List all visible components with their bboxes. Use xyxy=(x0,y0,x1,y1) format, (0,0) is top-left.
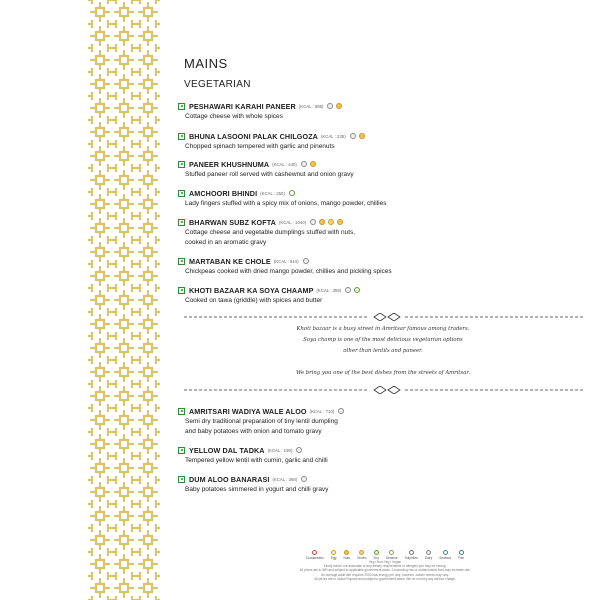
item-kcal: (KCAL : 1040) xyxy=(278,219,307,225)
legend-sulphites: Sulphites xyxy=(405,550,418,560)
item-description: Lady fingers stuffed with a spicy mix of onions, mango powder, chillies xyxy=(185,200,387,207)
item-name: KHOTI BAZAAR KA SOYA CHAAMP xyxy=(189,285,314,295)
section-subtitle: VEGETARIAN xyxy=(184,79,251,90)
legend-fish: Fish xyxy=(458,550,464,560)
soy-icon xyxy=(354,287,360,293)
menu-item-yellow-dal-tadka xyxy=(178,444,588,466)
legend-subtitle: Veg / Non-Veg / Vegan xyxy=(368,560,402,564)
legend-crustaceans: Crustaceans xyxy=(306,550,324,560)
soy-icon xyxy=(374,550,379,555)
vegan-icon xyxy=(289,190,295,196)
menu-item-khoti-bazaar-ka-soya-chaamp xyxy=(178,284,588,306)
dairy-icon xyxy=(303,258,309,264)
ornamental-divider xyxy=(184,386,584,394)
legend-egg: Egg xyxy=(331,550,337,560)
dairy-icon xyxy=(301,476,307,482)
decorative-pattern-strip xyxy=(88,0,160,600)
item-description: Chickpeas cooked with dried mango powder, chillies and pickling spices xyxy=(185,268,392,275)
legend-note: Kindly inform our associate of any dietary requirements or allergies you may be having. xyxy=(323,564,447,569)
veg-mark-icon xyxy=(178,161,185,168)
legend-note: An average adult diet requires 2000 kcal energy per day; however, calorie needs may vary. xyxy=(320,572,450,577)
menu-item-bhuna-lasooni-palak-chilgoza xyxy=(178,130,588,152)
veg-mark-icon xyxy=(178,133,185,140)
veg-mark-icon xyxy=(178,258,185,265)
veg-mark-icon xyxy=(178,447,185,454)
item-kcal: (KCAL : 588) xyxy=(298,103,324,109)
veg-mark-icon xyxy=(178,219,185,226)
nuts-icon xyxy=(319,219,325,225)
item-description: Cottage cheese with whole spices xyxy=(185,113,283,120)
item-kcal: (KCAL : 190) xyxy=(267,447,293,453)
item-kcal: (KCAL : 544) xyxy=(273,258,299,264)
veg-mark-icon xyxy=(178,190,185,197)
legend-soy: Soy xyxy=(373,550,379,560)
item-kcal: (KCAL : 235) xyxy=(320,133,346,139)
menu-item-dum-aloo-banarasi xyxy=(178,473,588,495)
dairy-icon xyxy=(296,447,302,453)
fish-icon xyxy=(459,550,464,555)
nuts-icon xyxy=(359,133,365,139)
veg-mark-icon xyxy=(178,287,185,294)
legend-note: All prices are in INR and subject to applicable government taxes. Consuming raw or undercooked food may increase risk. xyxy=(299,568,471,573)
gluten-icon xyxy=(359,550,364,555)
menu-item-amritsari-wadiya-wale-aloo xyxy=(178,405,588,437)
quote-line: Khoti bazaar is a busy street in Amritsar famous among traders. xyxy=(296,326,470,332)
legend-nuts: Nuts xyxy=(343,550,350,560)
legend-note: All prices are in Indian Rupees and subject to government taxes. We do not levy any service charge. xyxy=(314,576,456,581)
menu-item-bharwan-subz-kofta xyxy=(178,216,588,248)
item-kcal: (KCAL : 440) xyxy=(272,161,297,167)
item-description: and baby potatoes with onion and tomato gravy xyxy=(185,428,322,435)
seafood-icon xyxy=(443,550,448,555)
quote-line: other than lentils and paneer. xyxy=(343,348,423,354)
item-name: AMRITSARI WADIYA WALE ALOO xyxy=(189,406,307,416)
item-name: YELLOW DAL TADKA xyxy=(189,445,265,455)
legend-sesame: Sesame xyxy=(386,550,398,560)
sesame-icon xyxy=(389,550,394,555)
veg-mark-icon xyxy=(178,103,185,110)
menu-content xyxy=(178,0,588,600)
item-description: Cooked on tawa (griddle) with spices and butter xyxy=(185,297,323,304)
sulphites-icon xyxy=(409,550,414,555)
section-title: MAINS xyxy=(184,56,228,71)
item-description: Tempered yellow lentil with cumin, garlic and chilli xyxy=(185,457,328,464)
nuts-icon xyxy=(336,103,342,109)
dairy-icon xyxy=(310,219,316,225)
menu-item-amchoori-bhindi xyxy=(178,187,588,209)
item-description: Semi dry traditional preparation of tiny lentil dumpling xyxy=(185,418,338,425)
legend-gluten: Gluten xyxy=(357,550,366,560)
nuts-icon xyxy=(344,550,349,555)
veg-mark-icon xyxy=(178,408,185,415)
menu-item-paneer-khushnuma xyxy=(178,158,588,180)
item-name: DUM ALOO BANARASI xyxy=(189,474,270,484)
dairy-icon xyxy=(301,161,307,167)
quote-line: We bring you one of the best dishes from the streets of Amritsar. xyxy=(295,370,471,376)
item-name: PANEER KHUSHNUMA xyxy=(189,159,270,169)
nuts-icon xyxy=(310,161,316,167)
item-name: PESHAWARI KARAHI PANEER xyxy=(189,101,296,111)
dairy-icon xyxy=(327,103,333,109)
legend-dairy: Dairy xyxy=(425,550,432,560)
quote-line: Soya champ is one of the most delicious vegetarian options xyxy=(303,337,463,343)
gluten-icon xyxy=(328,219,334,225)
dairy-icon xyxy=(345,287,351,293)
dairy-icon xyxy=(338,408,344,414)
crustaceans-icon xyxy=(312,550,317,555)
menu-item-martaban-ke-chole xyxy=(178,255,588,277)
story-quote xyxy=(178,324,588,379)
ornamental-divider xyxy=(184,313,584,321)
item-kcal: (KCAL : 710) xyxy=(309,408,335,414)
egg-icon xyxy=(331,550,336,555)
item-kcal: (KCAL : 359) xyxy=(316,287,342,293)
legend-seafood: Seafood xyxy=(439,550,451,560)
item-name: MARTABAN KE CHOLE xyxy=(189,256,271,266)
item-name: AMCHOORI BHINDI xyxy=(189,188,258,198)
menu-item-peshawari-karahi-paneer xyxy=(178,100,588,122)
item-description: cooked in an aromatic gravy xyxy=(185,239,267,246)
allergen-legend xyxy=(250,550,520,581)
item-description: Stuffed paneer roll served with cashewnut and onion gravy xyxy=(185,171,354,178)
nuts-icon xyxy=(337,219,343,225)
item-description: Chopped spinach tempered with garlic and pinenuts xyxy=(185,143,335,150)
item-name: BHARWAN SUBZ KOFTA xyxy=(189,217,276,227)
item-description: Baby potatoes simmered in yogurt and chilli gravy xyxy=(185,486,329,493)
item-description: Cottage cheese and vegetable dumplings stuffed with nuts, xyxy=(185,229,356,236)
item-kcal: (KCAL : 368) xyxy=(272,476,298,482)
dairy-icon xyxy=(426,550,431,555)
item-name: BHUNA LASOONI PALAK CHILGOZA xyxy=(189,131,318,141)
dairy-icon xyxy=(350,133,356,139)
veg-mark-icon xyxy=(178,476,185,483)
item-kcal: (KCAL : 250) xyxy=(260,190,285,196)
